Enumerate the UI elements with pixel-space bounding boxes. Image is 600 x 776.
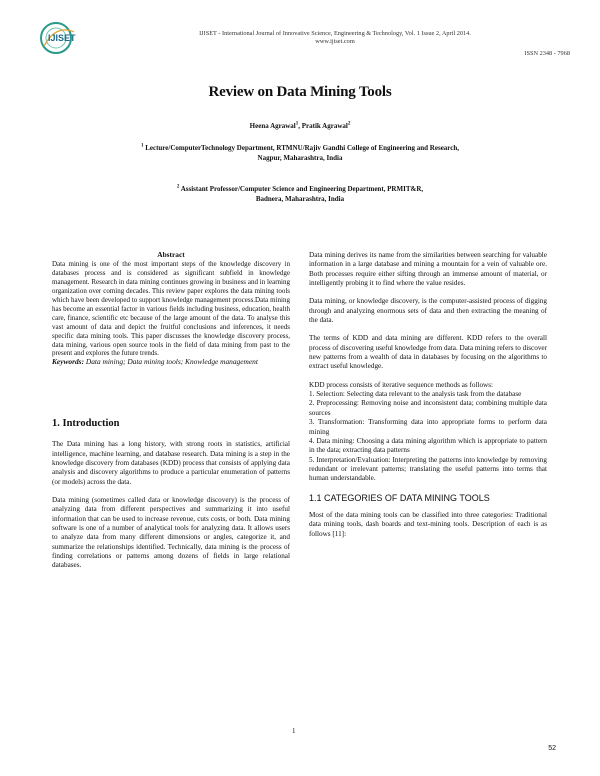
intro-heading: 1. Introduction [52,418,120,429]
affiliation-2 [40,184,560,204]
affiliation-2-line2: Badnera, Maharashtra, India [255,195,345,203]
kdd-step: 5. Interpretation/Evaluation: Interpreting the patterns into knowledge by removing redundant or irrelevant patterns; translating the useful patterns into terms that human understandable. [309,455,547,483]
author-1: Heena Agrawal [249,122,296,130]
introduction-section [52,419,290,571]
author-1-sup: 1 [295,121,299,127]
kdd-step: 2. Preprocessing: Removing noise and inconsistent data; combining multiple data sources [309,399,547,417]
kdd-step: 1. Selection: Selecting data relevant to the analysis task from the database [309,390,522,399]
authors [0,121,600,131]
right-column [309,251,547,539]
categories-heading: 1.1 CATEGORIES OF DATA MINING TOOLS [309,492,490,503]
logo-text: IJISET [48,33,76,43]
kdd-intro: KDD process consists of iterative sequence methods as follows: [309,380,494,389]
kdd-step: 3. Transformation: Transforming data into appropriate forms to perform data mining [309,418,547,436]
affiliation-1-sup: 1 [140,143,144,149]
keywords-line [52,358,290,367]
right-paragraph-2: Data mining, or knowledge discovery, is the computer-assisted process of digging through and analyzing enormous sets of data and then extracting the meaning of the data. [309,297,547,325]
page-number-right: 52 [548,745,556,752]
intro-paragraph-2: Data mining (sometimes called data or knowledge discovery) is the process of analyzing data from different perspectives and summarizing it into useful information that can be used to increase revenue, cuts costs, or both. Data mining software is one of a number of analytical tools for analyzing data. It allows users to analyze data from many different dimensions or angles, categorize it, and summarize the relationships identified. Technically, data mining is the process of finding correlations or patterns among dozens of fields in large relational databases. [52,496,290,570]
affiliation-1-line2: Nagpur, Maharashtra, India [257,154,343,162]
keywords-text: Data mining; Data mining tools; Knowledge management [84,357,258,367]
right-paragraph-1: Data mining derives its name from the similarities between searching for valuable information in a large database and mining a mountain for a vein of valuable ore. Both processes require either sifting through an immense amount of material, or intelligently probing it to find where the value resides. [309,251,547,288]
affiliation-1 [40,143,560,163]
abstract-heading: Abstract [157,250,185,259]
journal-logo [40,18,98,58]
categories-paragraph: Most of the data mining tools can be classified into three categories: Traditional data mining tools, dash boards and text-mining tools. Description of each is as follows [11]: [309,510,547,538]
affiliation-2-sup: 2 [176,184,180,190]
author-2-sup: 2 [347,121,351,127]
left-column [52,251,290,367]
right-paragraph-3: The terms of KDD and data mining are different. KDD refers to the overall process of discovering useful knowledge from data. Data mining refers to discover new patterns from a wealth of data in databases by focusing on the algorithms to extract useful knowledge. [309,334,547,371]
author-2: Pratik Agrawal [301,122,348,130]
page-number-center: 1 [292,727,296,735]
paper-title: Review on Data Mining Tools [208,84,392,100]
issn: ISSN 2348 - 7968 [524,50,570,57]
affiliation-2-line1: Assistant Professor/Computer Science and Engineering Department, PRMIT&R, [180,185,424,193]
intro-paragraph-1: The Data mining has a long history, with strong roots in statistics, artificial intelligence, machine learning, and database research. Data mining is a step in the knowledge discovery from databases (KDD) process that consists of applying data analysis and discovery algorithms to produce a particular enumeration of patterns (or models) across the data. [52,440,290,486]
abstract-text: Data mining is one of the most important steps of the knowledge discovery in databases process and is considered as significant subfield in knowledge management. Research in data mining continues growing in business and in learning organization over coming decades. This review paper explores the data mining tools which have been developed to support knowledge management process.Data mining has become an essential factor in various fields including business, education, health care, finance, scientific etc because of the large amount of the data. To analyse this vast amount of data and depict the fruitful conclusions and inferences, it needs specific data mining tools. This paper discusses the knowledge discovery process, data mining, various open source tools in the field of data mining from past to the present and explores the future trends. [52,259,290,358]
journal-header-line: IJISET - International Journal of Innovative Science, Engineering & Technology, Vol. 1 Issue 2, April 2014. [199,30,471,37]
author-separator: , [298,122,302,130]
affiliation-1-line1: Lecture/ComputerTechnology Department, RTMNU/Rajiv Gandhi College of Engineering and Research, [145,144,460,152]
journal-website[interactable]: www.ijiset.com [315,38,355,45]
keywords-label: Keywords: [52,357,85,367]
kdd-step: 4. Data mining: Choosing a data mining algorithm which is appropriate to pattern in the data; extracting data patterns [309,436,547,455]
